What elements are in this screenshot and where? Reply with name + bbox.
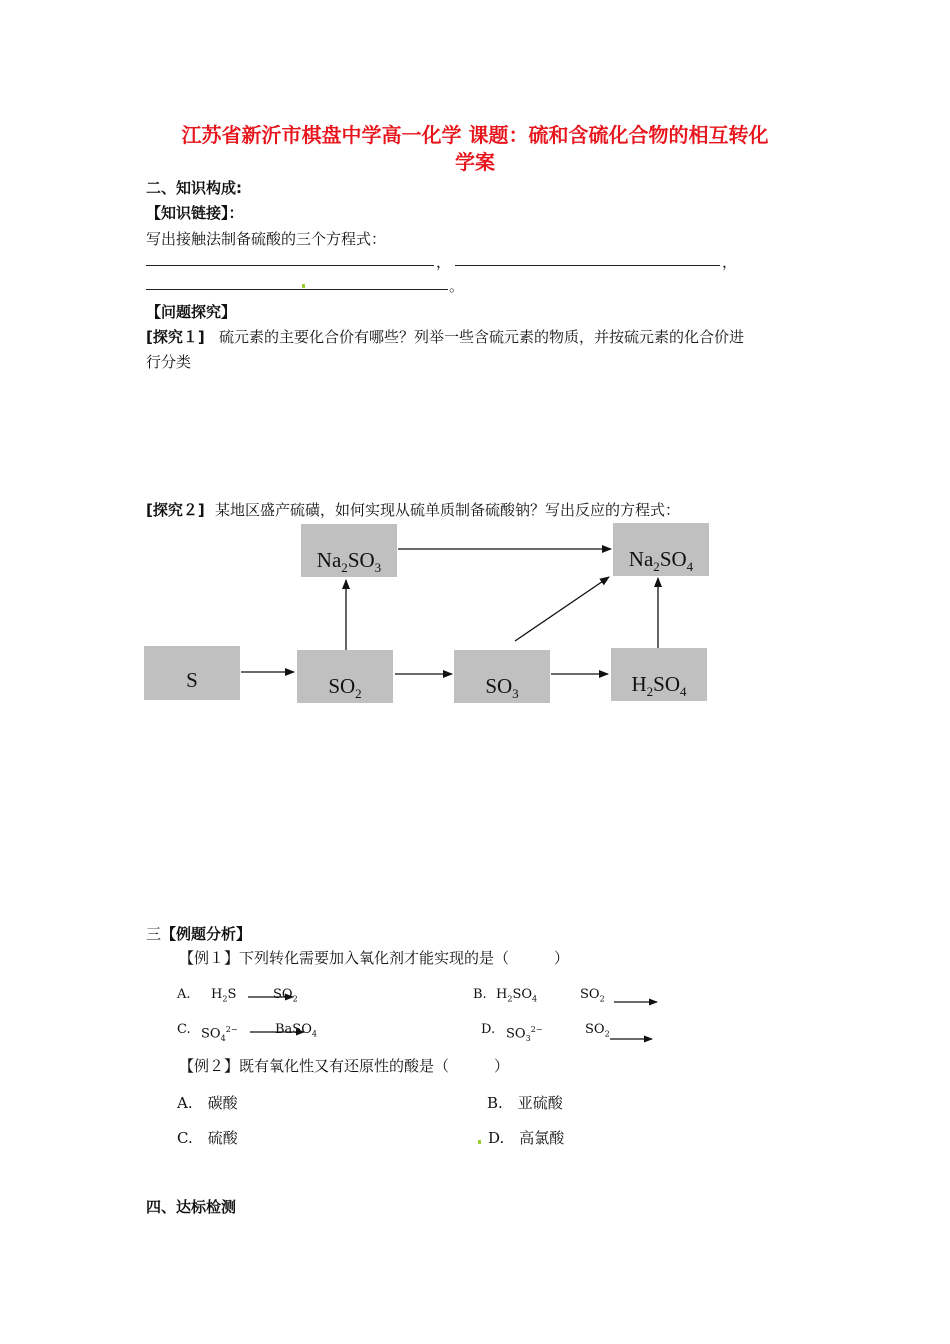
section3-number: 三 bbox=[146, 925, 162, 943]
period: 。 bbox=[449, 277, 465, 295]
section2-heading: 二、知识构成: bbox=[146, 179, 242, 197]
label-so2: $SO_2$ bbox=[328, 674, 362, 702]
explore-q2-tag: [探究２] bbox=[146, 501, 205, 519]
example1-option-c-to: BaSO$_4$ bbox=[275, 1022, 317, 1039]
label-so3: $SO_3$ bbox=[485, 674, 519, 702]
explore-q2-text: 某地区盛产硫磺，如何实现从硫单质制备硫酸钠？写出反应的方程式： bbox=[215, 501, 681, 519]
example2-question: 【例２】既有氧化性又有还原性的酸是（ ） bbox=[179, 1057, 510, 1075]
example1-option-b-label: B. bbox=[473, 987, 487, 1002]
example1-option-d-to: $SO_2$ bbox=[585, 1022, 610, 1039]
example1-option-b-to: $SO_2$ bbox=[580, 987, 605, 1004]
label-na2so4: $Na_2SO_4$ bbox=[628, 547, 694, 575]
example1-option-a-label: A. bbox=[177, 987, 191, 1002]
explore-heading: 【问题探究】 bbox=[146, 303, 237, 321]
explore-q1-text: 硫元素的主要化合价有哪些？列举一些含硫元素的物质，并按硫元素的化合价进 bbox=[219, 328, 745, 346]
example1-option-a-from: $H_2S$ bbox=[211, 987, 237, 1004]
label-h2so4: $H_2SO_4$ bbox=[631, 672, 687, 700]
document-title-line1: 江苏省新沂市棋盘中学高一化学 课题：硫和含硫化合物的相互转化 bbox=[181, 123, 769, 147]
example2-option-b: B. 亚硫酸 bbox=[487, 1094, 563, 1112]
knowledge-link-heading: 【知识链接】： bbox=[146, 204, 244, 222]
example1-option-c-from: $SO_4^{2-}$ bbox=[201, 1025, 238, 1043]
section3-title: 【例题分析】 bbox=[161, 925, 252, 943]
example2-option-d: D. 高氯酸 bbox=[488, 1129, 565, 1147]
equations-prompt: 写出接触法制备硫酸的三个方程式： bbox=[146, 230, 387, 248]
label-s: S bbox=[186, 668, 198, 692]
stray-mark-2 bbox=[478, 1140, 481, 1144]
document-title-line2: 学案 bbox=[455, 150, 495, 174]
section4-heading: 四、达标检测 bbox=[146, 1198, 237, 1216]
example1-option-a-to: $SO_2$ bbox=[273, 987, 298, 1004]
example1-option-d-label: D. bbox=[481, 1022, 496, 1037]
example1-option-b-from: $H_2SO_4$ bbox=[496, 987, 538, 1004]
example1-option-d-from: $SO_3^{2-}$ bbox=[506, 1025, 543, 1043]
comma-1: ， bbox=[436, 253, 452, 271]
example1-option-c-label: C. bbox=[177, 1022, 191, 1037]
label-na2so3: $Na_2SO_3$ bbox=[316, 548, 382, 576]
explore-q1-text-cont: 行分类 bbox=[146, 353, 192, 371]
example1-question: 【例１】下列转化需要加入氧化剂才能实现的是（ ） bbox=[179, 949, 570, 967]
comma-2: ， bbox=[722, 253, 738, 271]
example2-option-a: A. 碳酸 bbox=[177, 1094, 238, 1112]
example2-option-c: C. 硫酸 bbox=[177, 1129, 238, 1147]
explore-q1-tag: [探究１] bbox=[146, 328, 205, 346]
